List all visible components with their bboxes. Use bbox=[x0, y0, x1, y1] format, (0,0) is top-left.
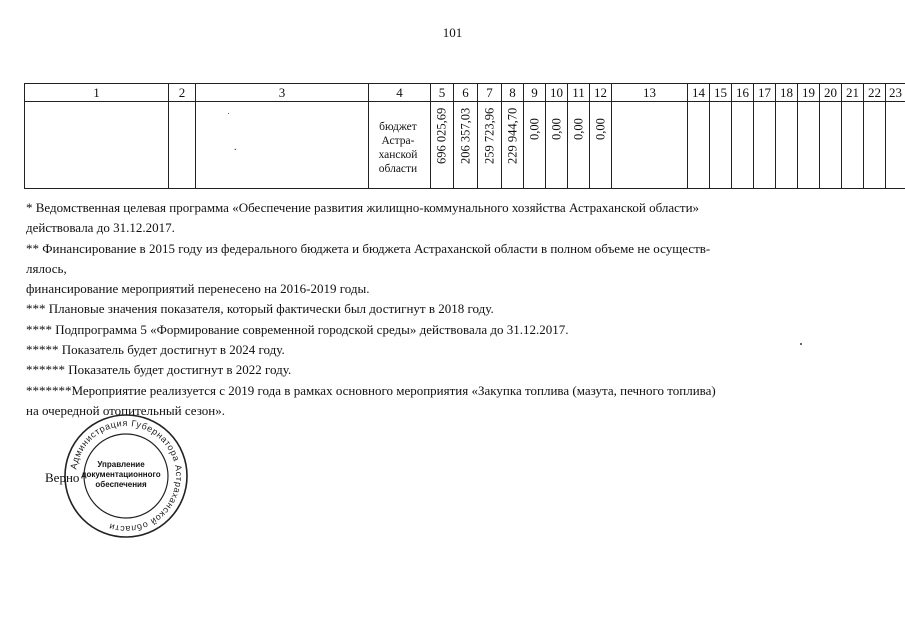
footnote-line: действовала до 31.12.2017. bbox=[26, 220, 175, 236]
table-cell bbox=[688, 102, 710, 189]
footnote-line: ***** Показатель будет достигнут в 2024 году. bbox=[26, 342, 285, 358]
budget-line: Астра- bbox=[381, 135, 415, 147]
budget-line: ханской bbox=[378, 149, 418, 161]
stamp-inner-line: Управление bbox=[97, 460, 145, 469]
stamp-inner-line: документационного bbox=[81, 470, 161, 479]
table-cell bbox=[842, 102, 864, 189]
funding-value: 229 944,70 bbox=[505, 107, 519, 164]
value-cell bbox=[454, 102, 478, 189]
funding-value: 0,00 bbox=[549, 118, 563, 140]
col-header: 12 bbox=[590, 84, 612, 102]
budget-source-cell bbox=[369, 102, 431, 189]
col-header: 5 bbox=[431, 84, 454, 102]
table-cell bbox=[710, 102, 732, 189]
col-header: 22 bbox=[864, 84, 886, 102]
table-cell bbox=[798, 102, 820, 189]
col-header: 18 bbox=[776, 84, 798, 102]
value-cell bbox=[478, 102, 502, 189]
col-header: 6 bbox=[454, 84, 478, 102]
funding-value: 0,00 bbox=[593, 118, 607, 140]
footnote-line: *******Мероприятие реализуется с 2019 года в рамках основного мероприятия «Закупка топлива (мазута, печного топлива) bbox=[26, 382, 716, 398]
col-header: 16 bbox=[732, 84, 754, 102]
stamp-inner-line: обеспечения bbox=[95, 480, 147, 489]
footnote-line: **** Подпрограмма 5 «Формирование современной городской среды» действовала до 31.12.2017. bbox=[26, 321, 569, 337]
table-cell bbox=[732, 102, 754, 189]
col-header: 10 bbox=[546, 84, 568, 102]
scan-speck bbox=[800, 343, 802, 345]
table-cell bbox=[169, 102, 196, 189]
table-row bbox=[25, 102, 905, 189]
value-cell bbox=[502, 102, 524, 189]
cell-dot: . bbox=[234, 141, 237, 153]
col-header: 13 bbox=[612, 84, 688, 102]
table-cell bbox=[864, 102, 886, 189]
footnotes bbox=[26, 198, 836, 421]
col-header: 3 bbox=[196, 84, 369, 102]
col-header: 9 bbox=[524, 84, 546, 102]
col-header: 23 bbox=[886, 84, 905, 102]
funding-value: 0,00 bbox=[527, 118, 541, 140]
table-cell bbox=[776, 102, 798, 189]
footnote-line: лялось, bbox=[26, 260, 67, 276]
col-header: 1 bbox=[25, 84, 169, 102]
verno-label: Верно bbox=[45, 470, 80, 485]
col-header: 8 bbox=[502, 84, 524, 102]
funding-value: 206 357,03 bbox=[458, 107, 472, 164]
funding-value: 259 723,96 bbox=[482, 107, 496, 164]
col-header: 21 bbox=[842, 84, 864, 102]
value-cell bbox=[546, 102, 568, 189]
funding-value: 0,00 bbox=[571, 118, 585, 140]
col-header: 4 bbox=[369, 84, 431, 102]
col-header: 11 bbox=[568, 84, 590, 102]
table-cell bbox=[754, 102, 776, 189]
col-header: 19 bbox=[798, 84, 820, 102]
col-header: 20 bbox=[820, 84, 842, 102]
col-header: 14 bbox=[688, 84, 710, 102]
table-cell bbox=[820, 102, 842, 189]
value-cell bbox=[524, 102, 546, 189]
budget-line: бюджет bbox=[379, 121, 417, 133]
footnote-line: * Ведомственная целевая программа «Обеспечение развития жилищно-коммунального хозяйства Астраханской области» bbox=[26, 200, 700, 215]
col-header: 7 bbox=[478, 84, 502, 102]
col-header: 2 bbox=[169, 84, 196, 102]
funding-value: 696 025,69 bbox=[434, 107, 449, 164]
footnote-line: финансирование мероприятий перенесено на 2016-2019 годы. bbox=[26, 281, 370, 297]
value-cell bbox=[590, 102, 612, 189]
budget-table bbox=[24, 83, 905, 189]
table-cell bbox=[25, 102, 169, 189]
page-number: 101 bbox=[442, 25, 463, 40]
value-cell bbox=[568, 102, 590, 189]
stamp-inner-text bbox=[76, 460, 166, 490]
scan-speck bbox=[228, 113, 229, 114]
table-cell bbox=[196, 102, 369, 189]
footnote-line: *** Плановые значения показателя, который фактически был достигнут в 2018 году. bbox=[26, 301, 494, 317]
table-cell bbox=[886, 102, 905, 189]
budget-line: области bbox=[378, 163, 418, 175]
footnote-line: ** Финансирование в 2015 году из федерального бюджета и бюджета Астраханской области в полном объеме не осуществ- bbox=[26, 240, 711, 256]
stamp-ring-text: Администрация Губернатора Астраханской области bbox=[68, 417, 185, 535]
col-header: 17 bbox=[754, 84, 776, 102]
header-row bbox=[25, 84, 905, 102]
col-header: 15 bbox=[710, 84, 732, 102]
footnote-line: ****** Показатель будет достигнут в 2022 году. bbox=[26, 362, 292, 378]
table-cell bbox=[612, 102, 688, 189]
footnote-line: на очередной отопительный сезон». bbox=[26, 402, 225, 418]
value-cell bbox=[431, 102, 454, 189]
